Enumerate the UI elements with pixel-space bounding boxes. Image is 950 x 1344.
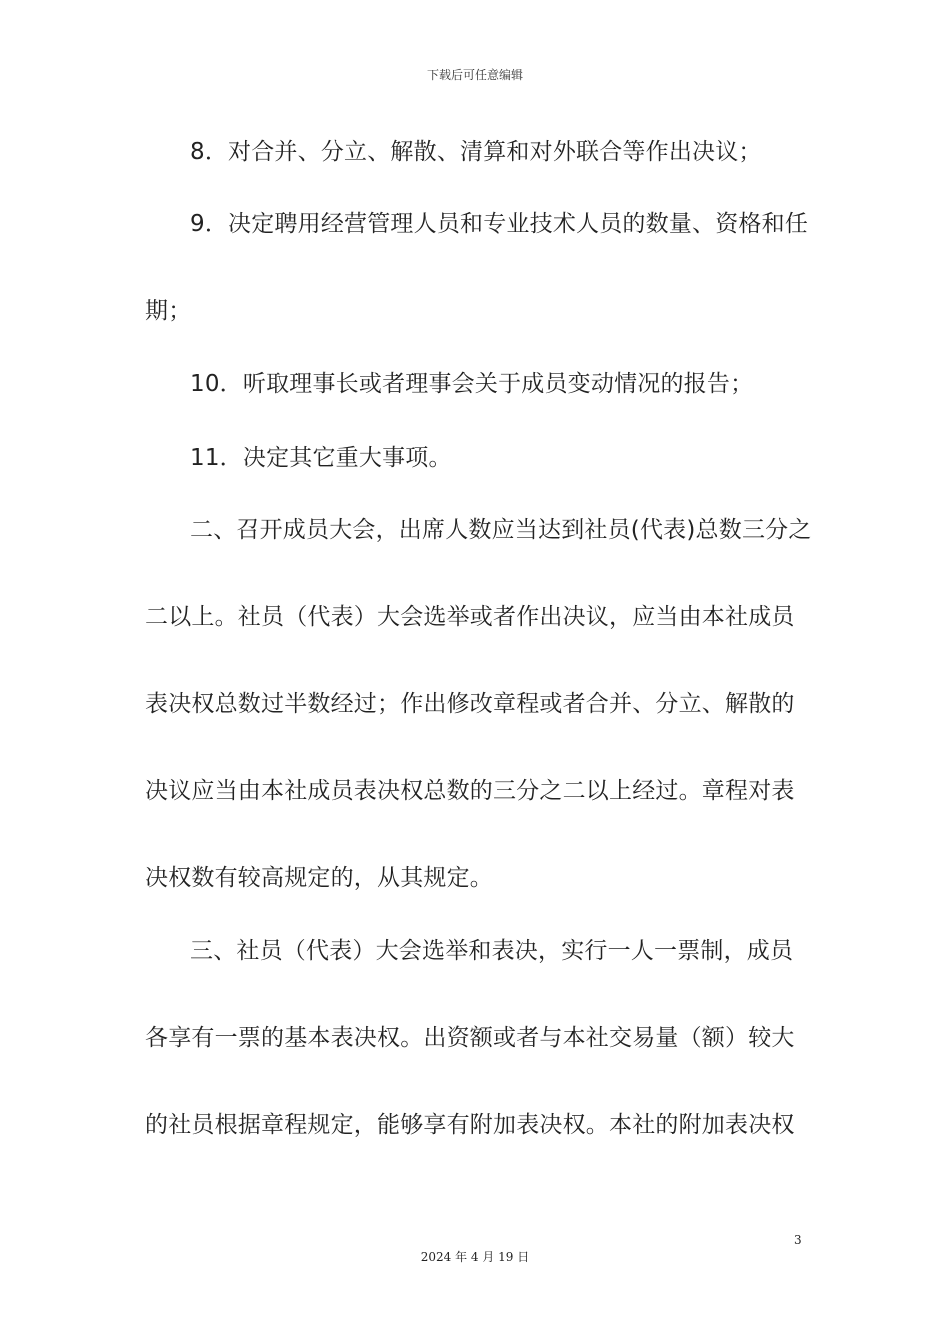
paragraph-line: 9．决定聘用经营管理人员和专业技术人员的数量、资格和任 [190, 211, 809, 237]
paragraph-line: 二以上。社员（代表）大会选举或者作出决议，应当由本社成员 [145, 604, 795, 630]
page-header: 下载后可任意编辑 [426, 68, 523, 82]
paragraph-line: 二、召开成员大会，出席人数应当达到社员(代表)总数三分之 [190, 517, 812, 543]
paragraph-line: 11．决定其它重大事项。 [190, 445, 452, 471]
paragraph-line: 期； [145, 298, 192, 324]
paragraph-line: 10．听取理事长或者理事会关于成员变动情况的报告； [190, 371, 754, 397]
paragraph-line: 各享有一票的基本表决权。出资额或者与本社交易量（额）较大 [145, 1025, 795, 1051]
paragraph-line: 的社员根据章程规定，能够享有附加表决权。本社的附加表决权 [145, 1112, 795, 1138]
footer-date: 2024 年 4 月 19 日 [420, 1250, 530, 1264]
paragraph-line: 决议应当由本社成员表决权总数的三分之二以上经过。章程对表 [145, 778, 795, 804]
paragraph-line: 表决权总数过半数经过；作出修改章程或者合并、分立、解散的 [145, 691, 795, 717]
page-number: 3 [794, 1233, 802, 1247]
paragraph-line: 8．对合并、分立、解散、清算和对外联合等作出决议； [190, 139, 762, 165]
paragraph-line: 三、社员（代表）大会选举和表决，实行一人一票制，成员 [190, 938, 794, 964]
paragraph-line: 决权数有较高规定的，从其规定。 [145, 865, 493, 891]
